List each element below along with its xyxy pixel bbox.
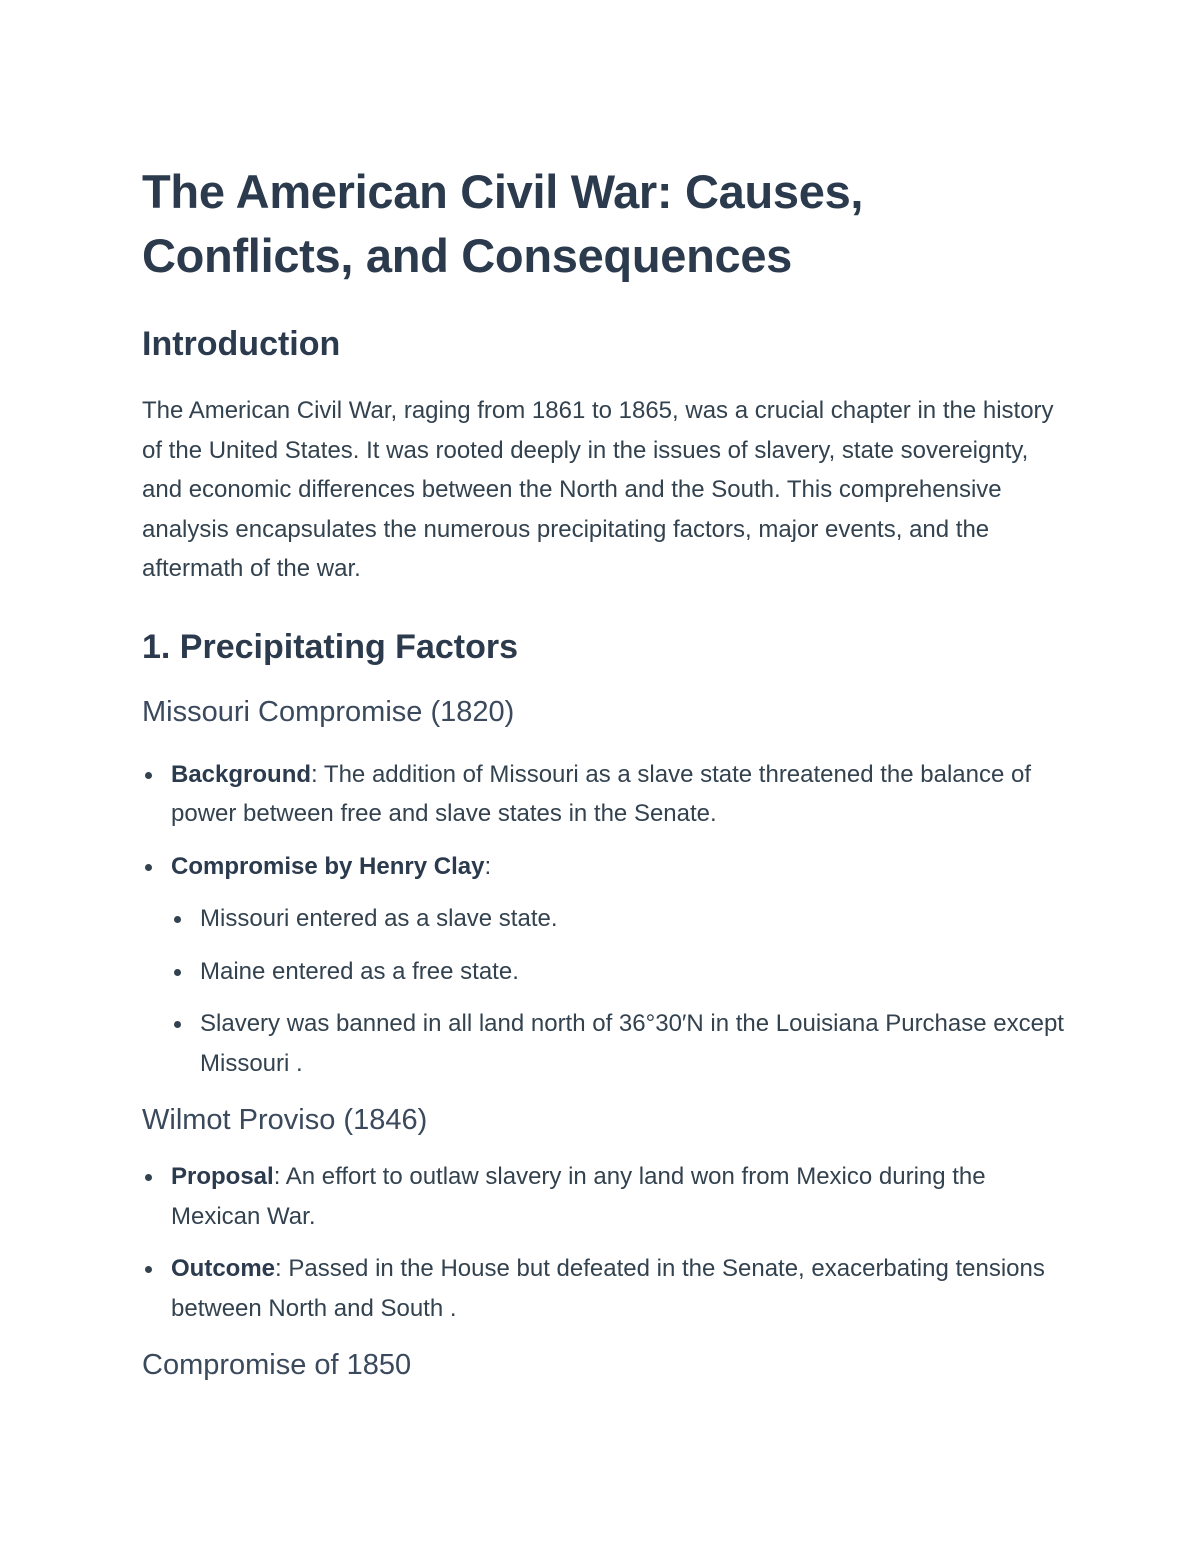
missouri-compromise-heading: Missouri Compromise (1820) xyxy=(142,695,515,728)
outcome-text: : Passed in the House but defeated in the Senate, exacerbating tensions between North and South . xyxy=(171,1255,1045,1322)
sub-list-item: Missouri entered as a slave state. xyxy=(171,899,1072,939)
precipitating-factors-heading: 1. Precipitating Factors xyxy=(142,627,518,666)
compromise-label: Compromise by Henry Clay xyxy=(171,852,485,880)
list-item-compromise xyxy=(142,847,1072,1084)
wilmot-proviso-list xyxy=(142,1157,1072,1328)
proposal-label: Proposal xyxy=(171,1163,274,1190)
introduction-heading: Introduction xyxy=(142,325,341,363)
wilmot-proviso-heading: Wilmot Proviso (1846) xyxy=(142,1104,428,1136)
sub-list-item: Maine entered as a free state. xyxy=(171,952,1072,992)
missouri-compromise-list xyxy=(142,755,1072,1084)
list-item-proposal xyxy=(142,1157,1072,1236)
outcome-label: Outcome xyxy=(171,1255,276,1282)
sub-list-item: Slavery was banned in all land north of 36°30′N in the Louisiana Purchase except Missouri . xyxy=(171,1004,1072,1083)
background-label: Background xyxy=(171,760,312,788)
list-item-outcome xyxy=(142,1249,1072,1328)
document-title: The American Civil War: Causes, Conflicts, and Consequences xyxy=(142,165,864,282)
compromise-text: : xyxy=(484,852,492,880)
proposal-text: : An effort to outlaw slavery in any land won from Mexico during the Mexican War. xyxy=(171,1163,986,1230)
compromise-1850-heading: Compromise of 1850 xyxy=(142,1349,412,1381)
document-page xyxy=(142,160,1072,1385)
introduction-paragraph: The American Civil War, raging from 1861 to 1865, was a crucial chapter in the history of the United States. It was rooted deeply in the issues of slavery, state sovereignty, and economic differences between the North and the South. This comprehensive analysis encapsulates the numerous precipitating factors, major events, and the aftermath of the war. xyxy=(142,397,1054,582)
compromise-sub-list xyxy=(171,899,1072,1083)
background-text: : The addition of Missouri as a slave state threatened the balance of power between free and slave states in the Senate. xyxy=(171,760,1032,827)
list-item-background xyxy=(142,755,1072,834)
